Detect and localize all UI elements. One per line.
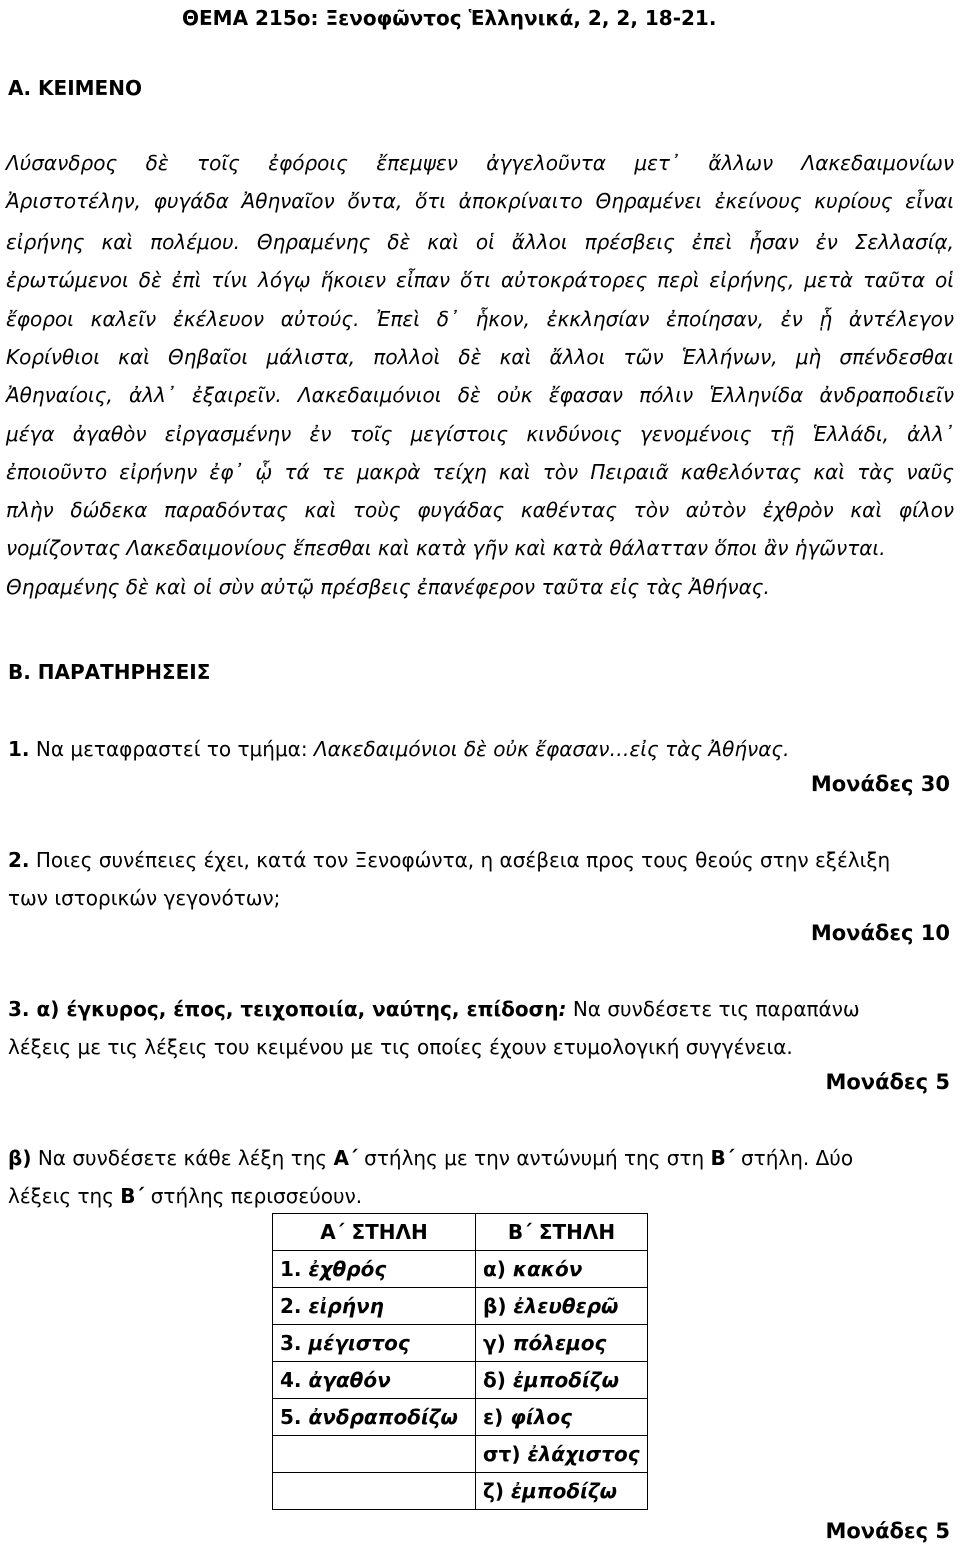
- column-a-ref: Α΄: [333, 1146, 358, 1170]
- table-row: [273, 1362, 648, 1399]
- question-quote: Λακεδαιμόνιοι δὲ οὐκ ἔφασαν…εἰς τὰς Ἀθήνας.: [313, 737, 790, 761]
- column-a-cell: [273, 1473, 476, 1510]
- column-a-cell: 5. ἀνδραποδίζω: [273, 1399, 476, 1436]
- column-b-cell: δ) ἐμποδίζω: [476, 1362, 648, 1399]
- column-b-header: Β΄ ΣΤΗΛΗ: [476, 1214, 648, 1251]
- column-b-cell: στ) ἐλάχιστος: [476, 1436, 648, 1473]
- column-a-cell: 3. μέγιστος: [273, 1325, 476, 1362]
- question-text: λέξεις της: [8, 1184, 121, 1208]
- question-label: β): [8, 1146, 32, 1170]
- marks-label: Μονάδες 30: [810, 772, 950, 796]
- text-line: Ἀθηναίοις, ἀλλ᾽ ἐξαιρεῖν. Λακεδαιμόνιοι δὲ οὐκ ἔφασαν πόλιν Ἑλληνίδα ἀνδραποδιεῖν: [6, 383, 954, 407]
- column-a-cell: 1. ἐχθρός: [273, 1251, 476, 1288]
- column-b-cell: α) κακόν: [476, 1251, 648, 1288]
- page-title: ΘΕΜΑ 215ο: Ξενοφῶντος Ἑλληνικά, 2, 2, 18-21.: [182, 6, 717, 30]
- text-line: νομίζοντας Λακεδαιμονίους ἕπεσθαι καὶ κατὰ γῆν καὶ κατὰ θάλατταν ὅποι ἂν ἡγῶνται.: [6, 536, 886, 560]
- question-3a-line: [8, 994, 860, 1024]
- column-b-cell: β) ἐλευθερῶ: [476, 1288, 648, 1325]
- question-text: στήλης με την αντώνυμή της στη: [357, 1146, 711, 1170]
- question-text: Ποιες συνέπειες έχει, κατά τον Ξενοφώντα, η ασέβεια προς τους θεούς στην εξέλιξη: [35, 848, 891, 872]
- table-row: [273, 1473, 648, 1510]
- text-line: Θηραμένης δὲ καὶ οἱ σὺν αὐτῷ πρέσβεις ἐπανέφερον ταῦτα εἰς τὰς Ἀθήνας.: [6, 575, 770, 599]
- column-a-cell: [273, 1436, 476, 1473]
- text-line: ἔφοροι καλεῖν ἐκέλευον αὐτούς. Ἐπεὶ δ᾽ ἧκον, ἐκκλησίαν ἐποίησαν, ἐν ᾗ ἀντέλεγον: [6, 307, 954, 331]
- column-b-cell: ε) φίλος: [476, 1399, 648, 1436]
- question-text: Να μεταφραστεί το τμήμα:: [35, 737, 314, 761]
- marks-label: Μονάδες 5: [825, 1519, 950, 1543]
- marks-label: Μονάδες 10: [810, 921, 950, 945]
- column-a-cell: 2. εἰρήνη: [273, 1288, 476, 1325]
- question-1: [8, 734, 789, 764]
- column-b-ref: Β΄: [120, 1184, 145, 1208]
- text-line: ἐποιοῦντο εἰρήνην ἐφ᾽ ᾧ τά τε μακρὰ τείχη καὶ τὸν Πειραιᾶ καθελόντας καὶ τὰς ναῦς: [6, 460, 954, 484]
- table-row: [273, 1288, 648, 1325]
- question-3b-line: [8, 1181, 362, 1211]
- question-number: 1.: [8, 737, 30, 761]
- question-text: στήλη. Δύο: [734, 1146, 854, 1170]
- column-b-cell: ζ) ἐμποδίζω: [476, 1473, 648, 1510]
- question-text: Να συνδέσετε τις παραπάνω: [566, 997, 860, 1021]
- question-text: στήλης περισσεύουν.: [144, 1184, 363, 1208]
- table-row: [273, 1325, 648, 1362]
- table-row: [273, 1436, 648, 1473]
- column-a-header: Α΄ ΣΤΗΛΗ: [273, 1214, 476, 1251]
- section-a-heading: Α. ΚΕΙΜΕΝΟ: [8, 76, 142, 100]
- marks-label: Μονάδες 5: [825, 1070, 950, 1094]
- question-2-line: των ιστορικών γεγονότων;: [8, 886, 281, 910]
- question-3a-line: λέξεις με τις λέξεις του κειμένου με τις οποίες έχουν ετυμολογική συγγένεια.: [8, 1035, 793, 1059]
- question-label: 3. α) έγκυρος, έπος, τειχοποιία, ναύτης, επίδοση: [8, 997, 559, 1021]
- matching-table: [272, 1213, 648, 1510]
- column-b-cell: γ) πόλεμος: [476, 1325, 648, 1362]
- question-2-line: [8, 845, 890, 875]
- column-b-ref: Β΄: [710, 1146, 735, 1170]
- text-line: πλὴν δώδεκα παραδόντας καὶ τοὺς φυγάδας καθέντας τὸν αὐτὸν ἐχθρὸν καὶ φίλον: [6, 498, 954, 522]
- question-colon: :: [558, 997, 567, 1021]
- text-line: Ἀριστοτέλην, φυγάδα Ἀθηναῖον ὄντα, ὅτι ἀποκρίναιτο Θηραμένει ἐκείνους κυρίους εἶναι: [6, 189, 954, 213]
- question-text: Να συνδέσετε κάθε λέξη της: [31, 1146, 334, 1170]
- text-line: Κορίνθιοι καὶ Θηβαῖοι μάλιστα, πολλοὶ δὲ καὶ ἄλλοι τῶν Ἑλλήνων, μὴ σπένδεσθαι: [6, 345, 954, 369]
- question-number: 2.: [8, 848, 30, 872]
- text-line: ἐρωτώμενοι δὲ ἐπὶ τίνι λόγῳ ἥκοιεν εἶπαν ὅτι αὐτοκράτορες περὶ εἰρήνης, μετὰ ταῦτα οἱ: [6, 268, 954, 292]
- section-b-heading: Β. ΠΑΡΑΤΗΡΗΣΕΙΣ: [8, 660, 211, 684]
- text-line: Λύσανδρος δὲ τοῖς ἐφόροις ἔπεμψεν ἀγγελοῦντα μετ᾽ ἄλλων Λακεδαιμονίων: [6, 151, 954, 175]
- question-3b-line: [8, 1143, 853, 1173]
- table-row: [273, 1251, 648, 1288]
- table-row: [273, 1399, 648, 1436]
- text-line: εἰρήνης καὶ πολέμου. Θηραμένης δὲ καὶ οἱ ἄλλοι πρέσβεις ἐπεὶ ἦσαν ἐν Σελλασίᾳ,: [6, 230, 954, 254]
- column-a-cell: 4. ἀγαθόν: [273, 1362, 476, 1399]
- table-header-row: [273, 1214, 648, 1251]
- text-line: μέγα ἀγαθὸν εἰργασμένην ἐν τοῖς μεγίστοις κινδύνοις γενομένοις τῇ Ἑλλάδι, ἀλλ᾽: [6, 422, 954, 446]
